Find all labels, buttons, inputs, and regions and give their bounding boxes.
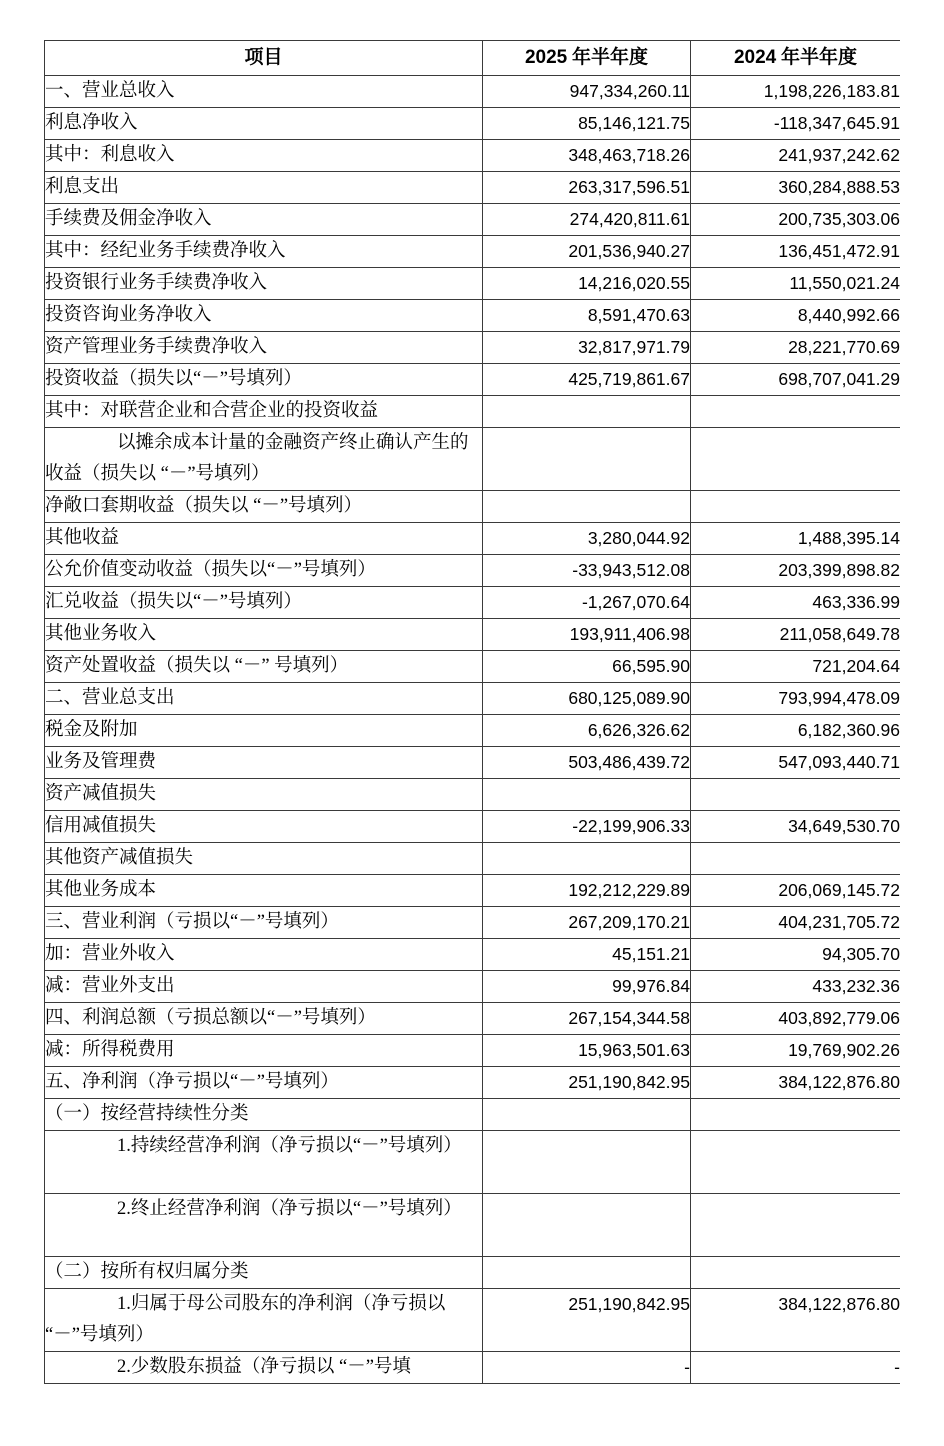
row-value-2024: - — [691, 1352, 901, 1384]
table-row — [45, 1003, 901, 1035]
table-row — [45, 396, 901, 428]
row-value-2025 — [483, 1099, 691, 1131]
row-item-label: 二、营业总支出 — [45, 683, 483, 715]
row-item-label: 四、利润总额（亏损总额以“－”号填列） — [45, 1003, 483, 1035]
row-value-2024: 11,550,021.24 — [691, 268, 901, 300]
row-value-2025: 6,626,326.62 — [483, 715, 691, 747]
row-value-2025: 263,317,596.51 — [483, 172, 691, 204]
row-value-2025: 267,209,170.21 — [483, 907, 691, 939]
row-value-2024: 1,198,226,183.81 — [691, 76, 901, 108]
row-value-2025 — [483, 428, 691, 491]
row-value-2024 — [691, 779, 901, 811]
row-value-2024: 463,336.99 — [691, 587, 901, 619]
row-value-2024: 200,735,303.06 — [691, 204, 901, 236]
table-row — [45, 779, 901, 811]
row-item-label: （一）按经营持续性分类 — [45, 1099, 483, 1131]
column-header-item: 项目 — [45, 41, 483, 76]
row-value-2024: 698,707,041.29 — [691, 364, 901, 396]
row-value-2024: 793,994,478.09 — [691, 683, 901, 715]
row-item-label: 其他收益 — [45, 523, 483, 555]
row-item-label: 税金及附加 — [45, 715, 483, 747]
row-value-2024: 203,399,898.82 — [691, 555, 901, 587]
row-item-label: 三、营业利润（亏损以“－”号填列） — [45, 907, 483, 939]
row-item-label: 其他业务收入 — [45, 619, 483, 651]
table-row — [45, 172, 901, 204]
table-row — [45, 1035, 901, 1067]
row-value-2024: 433,232.36 — [691, 971, 901, 1003]
row-value-2025: 425,719,861.67 — [483, 364, 691, 396]
row-value-2025: 15,963,501.63 — [483, 1035, 691, 1067]
row-item-label: 公允价值变动收益（损失以“－”号填列） — [45, 555, 483, 587]
table-row — [45, 268, 901, 300]
row-item-label: 其中：经纪业务手续费净收入 — [45, 236, 483, 268]
table-row — [45, 332, 901, 364]
row-item-label: 一、营业总收入 — [45, 76, 483, 108]
row-value-2025: 99,976.84 — [483, 971, 691, 1003]
row-value-2025: 503,486,439.72 — [483, 747, 691, 779]
row-value-2024: 28,221,770.69 — [691, 332, 901, 364]
row-item-label: 资产减值损失 — [45, 779, 483, 811]
table-row — [45, 811, 901, 843]
table-row — [45, 939, 901, 971]
row-value-2024: 19,769,902.26 — [691, 1035, 901, 1067]
table-row — [45, 300, 901, 332]
column-header-2024 — [691, 41, 901, 76]
table-row — [45, 747, 901, 779]
row-value-2025 — [483, 1257, 691, 1289]
row-value-2024 — [691, 428, 901, 491]
row-value-2024: 34,649,530.70 — [691, 811, 901, 843]
row-item-label: 其他资产减值损失 — [45, 843, 483, 875]
header-2024-period: 年半年度 — [776, 47, 858, 68]
row-value-2024: 721,204.64 — [691, 651, 901, 683]
table-row — [45, 715, 901, 747]
row-value-2025 — [483, 396, 691, 428]
row-item-label: 2.少数股东损益（净亏损以 “－”号填 — [45, 1352, 483, 1384]
table-header — [45, 41, 901, 76]
row-value-2024: 1,488,395.14 — [691, 523, 901, 555]
row-value-2025: 267,154,344.58 — [483, 1003, 691, 1035]
row-value-2025: 274,420,811.61 — [483, 204, 691, 236]
row-value-2025: 8,591,470.63 — [483, 300, 691, 332]
row-value-2025: 348,463,718.26 — [483, 140, 691, 172]
row-value-2025 — [483, 1194, 691, 1257]
row-value-2024: 206,069,145.72 — [691, 875, 901, 907]
row-value-2024 — [691, 1194, 901, 1257]
table-row — [45, 587, 901, 619]
row-value-2025: -1,267,070.64 — [483, 587, 691, 619]
row-value-2024 — [691, 491, 901, 523]
row-value-2024 — [691, 1257, 901, 1289]
row-item-label: 汇兑收益（损失以“－”号填列） — [45, 587, 483, 619]
row-value-2024: 211,058,649.78 — [691, 619, 901, 651]
row-value-2024: 547,093,440.71 — [691, 747, 901, 779]
row-item-label: 五、净利润（净亏损以“－”号填列） — [45, 1067, 483, 1099]
table-row — [45, 428, 901, 491]
table-row — [45, 907, 901, 939]
table-row — [45, 1131, 901, 1194]
row-value-2025: -22,199,906.33 — [483, 811, 691, 843]
table-row — [45, 1289, 901, 1352]
row-value-2025: 66,595.90 — [483, 651, 691, 683]
row-item-label: （二）按所有权归属分类 — [45, 1257, 483, 1289]
row-item-label: 1.归属于母公司股东的净利润（净亏损以 “－”号填列） — [45, 1289, 483, 1352]
table-row — [45, 1352, 901, 1384]
row-item-label: 信用减值损失 — [45, 811, 483, 843]
row-value-2024: 404,231,705.72 — [691, 907, 901, 939]
row-value-2024: 8,440,992.66 — [691, 300, 901, 332]
table-row — [45, 204, 901, 236]
row-item-label: 减：营业外支出 — [45, 971, 483, 1003]
row-value-2025 — [483, 491, 691, 523]
table-row — [45, 619, 901, 651]
row-item-label: 1.持续经营净利润（净亏损以“－”号填列） — [45, 1131, 483, 1194]
row-item-label: 资产管理业务手续费净收入 — [45, 332, 483, 364]
table-row — [45, 555, 901, 587]
table-row — [45, 364, 901, 396]
table-row — [45, 1067, 901, 1099]
row-item-label: 2.终止经营净利润（净亏损以“－”号填列） — [45, 1194, 483, 1257]
row-value-2025: 14,216,020.55 — [483, 268, 691, 300]
table-row — [45, 1194, 901, 1257]
header-row — [45, 41, 901, 76]
row-value-2025: 680,125,089.90 — [483, 683, 691, 715]
header-2025-period: 年半年度 — [567, 47, 649, 68]
row-value-2024: 384,122,876.80 — [691, 1289, 901, 1352]
row-item-label: 利息净收入 — [45, 108, 483, 140]
row-value-2024 — [691, 1131, 901, 1194]
row-value-2024: 241,937,242.62 — [691, 140, 901, 172]
row-value-2024: 403,892,779.06 — [691, 1003, 901, 1035]
row-value-2025: 201,536,940.27 — [483, 236, 691, 268]
row-value-2024: 384,122,876.80 — [691, 1067, 901, 1099]
row-value-2025: 3,280,044.92 — [483, 523, 691, 555]
row-value-2024 — [691, 843, 901, 875]
table-row — [45, 140, 901, 172]
column-header-2025 — [483, 41, 691, 76]
row-item-label: 加：营业外收入 — [45, 939, 483, 971]
row-value-2025 — [483, 779, 691, 811]
row-value-2025: 251,190,842.95 — [483, 1289, 691, 1352]
table-row — [45, 491, 901, 523]
row-value-2025: 193,911,406.98 — [483, 619, 691, 651]
row-item-label: 减：所得税费用 — [45, 1035, 483, 1067]
table-row — [45, 76, 901, 108]
table-row — [45, 683, 901, 715]
row-value-2025 — [483, 843, 691, 875]
row-value-2024: 136,451,472.91 — [691, 236, 901, 268]
row-item-label: 净敞口套期收益（损失以 “－”号填列） — [45, 491, 483, 523]
table-row — [45, 236, 901, 268]
table-row — [45, 523, 901, 555]
income-statement-table-container — [44, 40, 900, 1414]
row-item-label: 投资咨询业务净收入 — [45, 300, 483, 332]
table-row — [45, 875, 901, 907]
row-item-label: 以摊余成本计量的金融资产终止确认产生的收益（损失以 “－”号填列） — [45, 428, 483, 491]
table-body — [45, 76, 901, 1384]
row-value-2025: -33,943,512.08 — [483, 555, 691, 587]
row-item-label: 利息支出 — [45, 172, 483, 204]
row-item-label: 其中：利息收入 — [45, 140, 483, 172]
income-statement-table — [44, 40, 900, 1384]
row-item-label: 投资收益（损失以“－”号填列） — [45, 364, 483, 396]
row-value-2025: 947,334,260.11 — [483, 76, 691, 108]
row-item-label: 资产处置收益（损失以 “－” 号填列） — [45, 651, 483, 683]
table-row — [45, 651, 901, 683]
row-value-2025: 251,190,842.95 — [483, 1067, 691, 1099]
row-item-label: 其他业务成本 — [45, 875, 483, 907]
row-value-2025: 192,212,229.89 — [483, 875, 691, 907]
row-value-2024 — [691, 396, 901, 428]
table-row — [45, 1257, 901, 1289]
row-value-2024: -118,347,645.91 — [691, 108, 901, 140]
row-item-label: 业务及管理费 — [45, 747, 483, 779]
row-value-2025: 85,146,121.75 — [483, 108, 691, 140]
table-row — [45, 971, 901, 1003]
header-2024-year: 2024 — [733, 47, 777, 68]
row-value-2024: 6,182,360.96 — [691, 715, 901, 747]
header-2025-year: 2025 — [524, 47, 568, 68]
table-row — [45, 843, 901, 875]
row-item-label: 手续费及佣金净收入 — [45, 204, 483, 236]
row-value-2025 — [483, 1131, 691, 1194]
row-value-2025: 32,817,971.79 — [483, 332, 691, 364]
row-value-2025: 45,151.21 — [483, 939, 691, 971]
row-value-2024: 94,305.70 — [691, 939, 901, 971]
table-row — [45, 1099, 901, 1131]
table-row — [45, 108, 901, 140]
row-item-label: 其中：对联营企业和合营企业的投资收益 — [45, 396, 483, 428]
row-value-2024: 360,284,888.53 — [691, 172, 901, 204]
row-item-label: 投资银行业务手续费净收入 — [45, 268, 483, 300]
row-value-2025: - — [483, 1352, 691, 1384]
row-value-2024 — [691, 1099, 901, 1131]
